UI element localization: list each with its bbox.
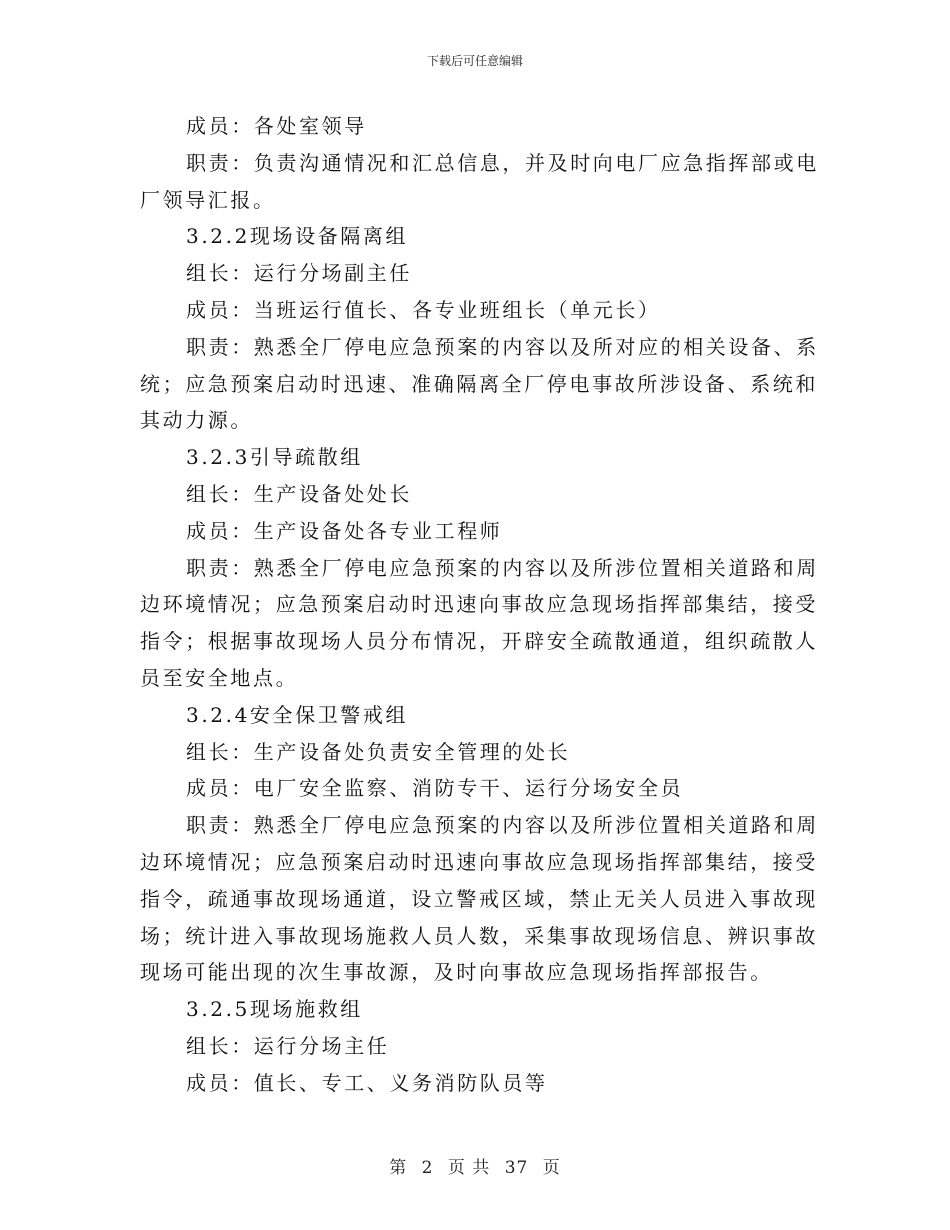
text-line: 成员：电厂安全监察、消防专干、运行分场安全员: [186, 776, 684, 801]
text-line: 其动力源。: [140, 408, 253, 433]
page-footer: [0, 1153, 950, 1178]
text-line: 成员：各处室领导: [186, 114, 367, 138]
section-heading: 3.2.4安全保卫警戒组: [186, 702, 409, 727]
text-line: 场；统计进入事故现场施救人员人数，采集事故现场信息、辨识事故: [140, 923, 818, 948]
text-line: 成员：生产设备处各专业工程师: [186, 518, 503, 543]
text-line: 职责：熟悉全厂停电应急预案的内容以及所涉位置相关道路和周: [186, 555, 819, 580]
text-line: 组长：运行分场主任: [186, 1033, 390, 1058]
text-line: 组长：生产设备处负责安全管理的处长: [186, 739, 571, 764]
section-heading: 3.2.5现场施救组: [186, 997, 363, 1022]
text-line: 指令；根据事故现场人员分布情况，开辟安全疏散通道，组织疏散人: [140, 629, 818, 654]
document-body: [140, 108, 819, 1102]
total-page-count: 37: [504, 1158, 529, 1178]
page-header: 下载后可任意编辑: [426, 54, 523, 68]
text-line: 成员：当班运行值长、各专业班组长（单元长）: [186, 297, 661, 322]
current-page-number: 2: [421, 1158, 434, 1178]
text-line: 职责：负责沟通情况和汇总信息，并及时向电厂应急指挥部或电: [186, 150, 819, 175]
footer-middle: 页 共: [447, 1158, 491, 1178]
footer-suffix: 页: [542, 1158, 561, 1178]
section-heading: 3.2.2现场设备隔离组: [186, 224, 409, 249]
text-line: 边环境情况；应急预案启动时迅速向事故应急现场指挥部集结，接受: [140, 849, 818, 874]
text-line: 职责：熟悉全厂停电应急预案的内容以及所涉位置相关道路和周: [186, 813, 819, 838]
text-line: 指令，疏通事故现场通道，设立警戒区域，禁止无关人员进入事故现: [140, 886, 818, 911]
text-line: 现场可能出现的次生事故源，及时向事故应急现场指挥部报告。: [140, 960, 773, 985]
text-line: 成员：值长、专工、义务消防队员等: [186, 1070, 548, 1095]
text-line: 员至安全地点。: [140, 665, 299, 690]
text-line: 组长：生产设备处处长: [186, 481, 412, 506]
text-line: 统；应急预案启动时迅速、准确隔离全厂停电事故所涉设备、系统和: [140, 371, 818, 396]
text-line: 职责：熟悉全厂停电应急预案的内容以及所对应的相关设备、系: [186, 334, 819, 359]
section-heading: 3.2.3引导疏散组: [186, 445, 363, 470]
text-line: 厂领导汇报。: [140, 187, 276, 212]
text-line: 边环境情况；应急预案启动时迅速向事故应急现场指挥部集结，接受: [140, 592, 818, 617]
footer-prefix: 第: [389, 1158, 408, 1178]
text-line: 组长：运行分场副主任: [186, 261, 412, 286]
